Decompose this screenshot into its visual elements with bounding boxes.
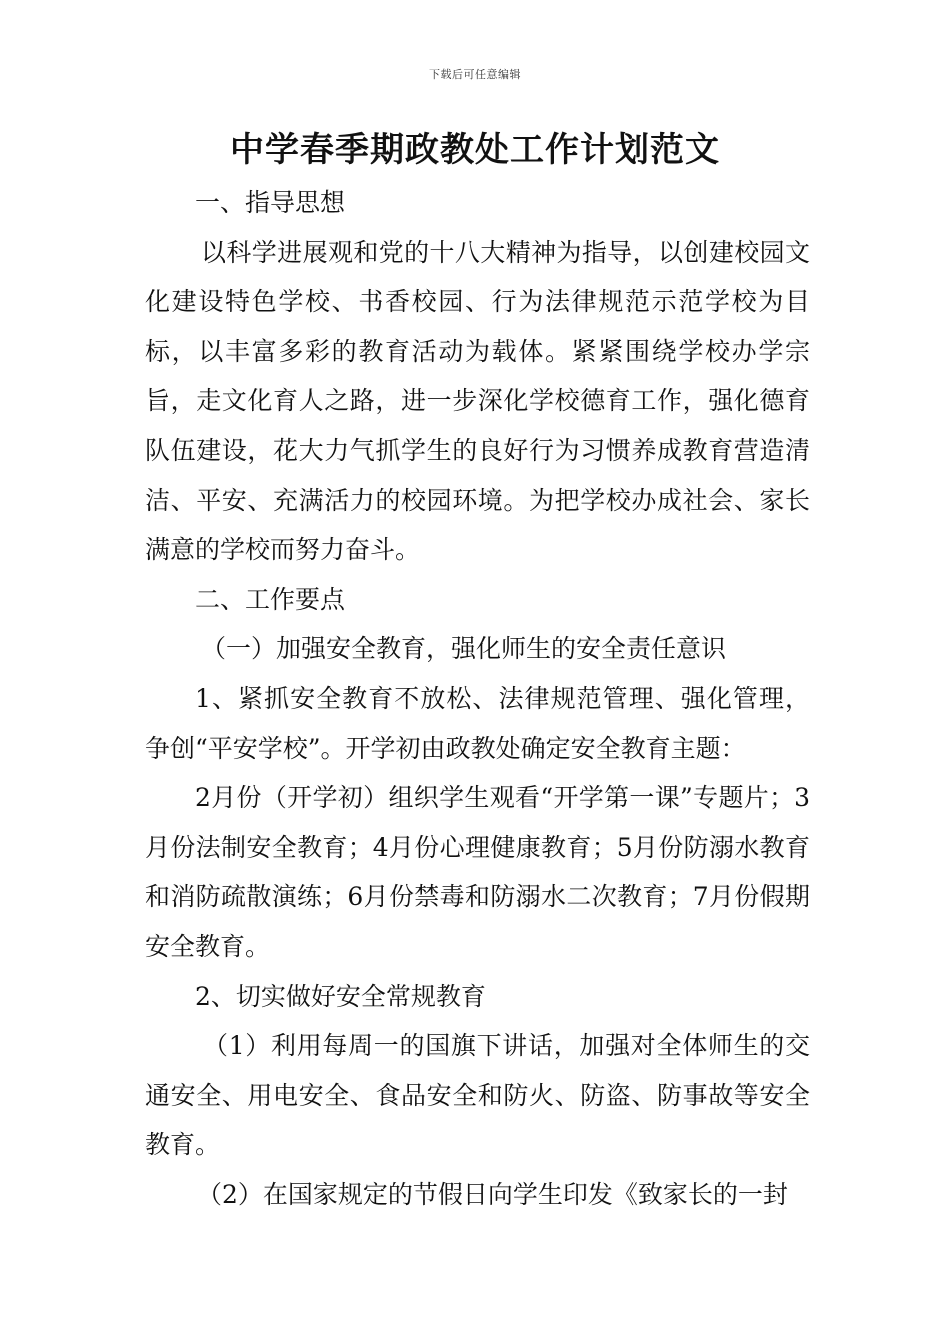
paragraph-safety-item-2-1: （1）利用每周一的国旗下讲话，加强对全体师生的交通安全、用电安全、食品安全和防火、防盗、防事故等安全教育。: [145, 1031, 810, 1160]
paragraph-safety-item-2: 2、切实做好安全常规教育: [195, 981, 486, 1011]
section-heading-guiding-ideology: 一、指导思想: [195, 188, 346, 217]
paragraph-guiding-ideology: 以科学进展观和党的十八大精神为指导，以创建校园文化建设特色学校、书香校园、行为法律规范示范学校为目标，以丰富多彩的教育活动为载体。紧紧围绕学校办学宗旨，走文化育人之路，进一步深化学校德育工作，强化德育队伍建设，花大力气抓学生的良好行为习惯养成教育营造清洁、平安、充满活力的校园环境。为把学校办成社会、家长满意的学校而努力奋斗。: [145, 237, 810, 565]
paragraph-safety-item-2-2: （2）在国家规定的节假日向学生印发《致家长的一封: [197, 1179, 788, 1209]
section-heading-work-points: 二、工作要点: [195, 584, 346, 614]
document-title: 中学春季期政教处工作计划范文: [230, 130, 720, 170]
document-body: [145, 178, 810, 1219]
subsection-heading-safety-education: （一）加强安全教育，强化师生的安全责任意识: [201, 634, 727, 664]
paragraph-safety-item-1: 1、紧抓安全教育不放松、法律规范管理、强化管理，争创“平安学校”。开学初由政教处确定安全教育主题：: [145, 683, 810, 763]
paragraph-monthly-schedule: 2月份（开学初）组织学生观看“开学第一课”专题片；3月份法制安全教育；4月份心理健康教育；5月份防溺水教育和消防疏散演练；6月份禁毒和防溺水二次教育；7月份假期安全教育。: [145, 783, 810, 961]
header-note: 下载后可任意编辑: [429, 68, 521, 81]
